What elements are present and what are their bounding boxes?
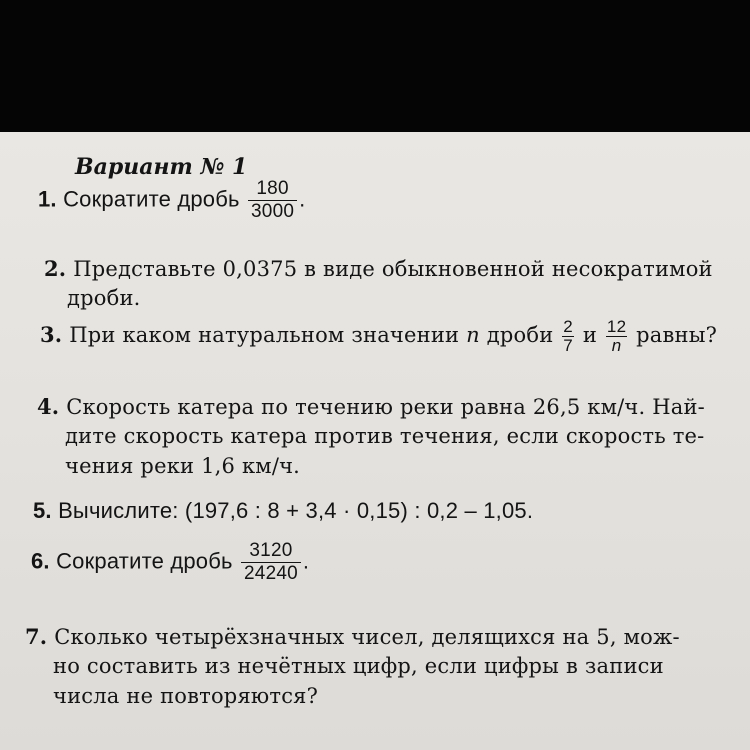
- task-2-text-2: дроби.: [67, 286, 141, 310]
- dark-background: [0, 0, 750, 132]
- task-1-numerator: 180: [256, 178, 289, 199]
- task-7-line-3: [53, 684, 318, 708]
- task-7-text-3: числа не повторяются?: [53, 684, 319, 708]
- worksheet-page: [0, 132, 750, 750]
- task-1-period: .: [299, 186, 306, 212]
- task-3-word: дроби: [486, 323, 554, 347]
- task-7-number: 7.: [25, 624, 48, 649]
- task-2-text-1: Представьте 0,0375 в виде обыкновенной несократимой: [73, 257, 713, 281]
- task-3-end: равны?: [636, 323, 718, 347]
- task-3-text: При каком натуральном значении: [69, 323, 460, 347]
- task-4-text-3: чения реки 1,6 км/ч.: [65, 454, 301, 478]
- task-3-fraction-1: [562, 318, 574, 355]
- task-3-fraction-2-denominator: n: [606, 336, 627, 355]
- task-3-fraction-2-numerator: 12: [606, 317, 627, 336]
- task-1-number: 1.: [38, 186, 57, 212]
- task-4-line-2: [65, 424, 704, 448]
- task-5-text: Вычислите: (197,6 : 8 + 3,4 · 0,15) : 0,2 – 1,05.: [58, 498, 534, 523]
- task-2-line-1: [44, 256, 713, 281]
- task-6-number: 6.: [31, 548, 50, 574]
- task-1-text: Сократите дробь: [63, 186, 240, 212]
- task-3-variable: n: [466, 323, 480, 347]
- task-4-number: 4.: [37, 394, 60, 419]
- task-3: [40, 318, 717, 355]
- variant-title: Вариант № 1: [75, 154, 248, 180]
- task-2-number: 2.: [44, 256, 67, 281]
- task-6: [31, 540, 309, 585]
- task-6-period: .: [302, 548, 310, 574]
- task-3-fraction-1-denominator: 7: [563, 336, 573, 355]
- task-6-fraction: [241, 540, 301, 585]
- task-1-fraction: [248, 178, 297, 223]
- task-5-number: 5.: [33, 498, 52, 523]
- task-1: [38, 178, 305, 223]
- task-7-line-1: [25, 624, 680, 649]
- task-3-number: 3.: [40, 322, 63, 347]
- task-7-line-2: [53, 654, 664, 678]
- task-3-conjunction: и: [582, 323, 598, 347]
- task-5: [33, 498, 533, 524]
- task-7-text-2: но составить из нечётных цифр, если цифры в записи: [53, 654, 664, 678]
- task-7-text-1: Сколько четырёхзначных чисел, делящихся на 5, мож-: [54, 625, 680, 649]
- task-4-text-2: дите скорость катера против течения, если скорость те-: [65, 424, 705, 448]
- task-4-line-3: [65, 454, 300, 478]
- task-2-line-2: [67, 286, 141, 310]
- task-3-fraction-2: [606, 318, 627, 355]
- task-3-fraction-1-numerator: 2: [563, 317, 573, 336]
- task-6-numerator: 3120: [249, 540, 293, 561]
- task-6-text: Сократите дробь: [56, 548, 233, 574]
- task-4-text-1: Скорость катера по течению реки равна 26,5 км/ч. Най-: [66, 395, 705, 419]
- task-4-line-1: [37, 394, 705, 419]
- task-1-denominator: 3000: [248, 200, 297, 223]
- task-6-denominator: 24240: [241, 562, 301, 585]
